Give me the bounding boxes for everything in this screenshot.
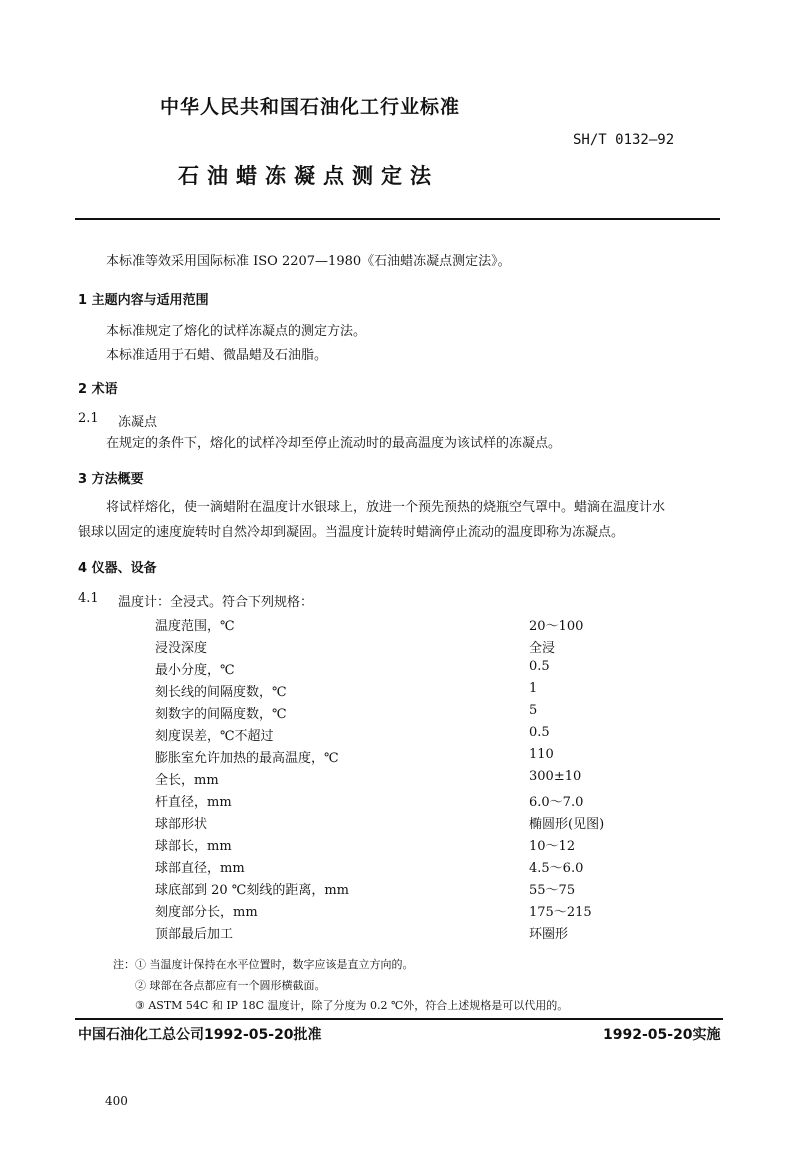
spec-value: 4.5～6.0 xyxy=(529,861,584,876)
note-3: ③ ASTM 54C 和 IP 18C 温度计，除了分度为 0.2 ℃外，符合上述规格是可以代用的。 xyxy=(135,999,569,1012)
spec-name: 球部直径，mm xyxy=(155,861,245,876)
section-2-heading: 2 术语 xyxy=(78,382,118,397)
spec-row xyxy=(155,703,655,725)
spec-name: 杆直径，mm xyxy=(155,795,232,810)
spec-value: 10～12 xyxy=(529,839,576,854)
clause-2-1-title: 冻凝点 xyxy=(118,415,158,430)
clause-4-1-number: 4.1 xyxy=(78,591,99,606)
spec-name: 刻度误差，℃不超过 xyxy=(155,729,274,744)
spec-value: 椭圆形(见图) xyxy=(529,817,605,832)
spec-name: 刻数字的间隔度数，℃ xyxy=(155,707,287,722)
spec-name: 温度范围，℃ xyxy=(155,619,235,634)
section-1-paragraph-1: 本标准规定了熔化的试样冻凝点的测定方法。 xyxy=(106,324,367,339)
spec-row xyxy=(155,879,655,901)
spec-value: 0.5 xyxy=(529,659,550,674)
spec-row xyxy=(155,923,655,945)
spec-name: 球底部到 20 ℃刻线的距离，mm xyxy=(155,883,350,898)
issuing-authority-title: 中华人民共和国石油化工行业标准 xyxy=(160,96,461,118)
header-divider xyxy=(75,218,720,220)
spec-value: 110 xyxy=(529,747,554,762)
spec-value: 300±10 xyxy=(529,769,582,784)
spec-value: 20～100 xyxy=(529,619,584,634)
spec-row xyxy=(155,791,655,813)
spec-name: 膨胀室允许加热的最高温度，℃ xyxy=(155,751,339,766)
spec-value: 55～75 xyxy=(529,883,576,898)
notes-label: 注： xyxy=(113,958,135,971)
spec-row xyxy=(155,835,655,857)
intro-paragraph: 本标准等效采用国际标准 ISO 2207—1980《石油蜡冻凝点测定法》。 xyxy=(106,254,511,269)
spec-value: 0.5 xyxy=(529,725,550,740)
spec-name: 刻度部分长，mm xyxy=(155,905,258,920)
spec-name: 全长，mm xyxy=(155,773,219,788)
note-1: ① 当温度计保持在水平位置时，数字应该是直立方向的。 xyxy=(135,958,414,971)
spec-name: 顶部最后加工 xyxy=(155,927,234,942)
section-3-line-1: 将试样熔化，使一滴蜡附在温度计水银球上，放进一个预先预热的烧瓶空气罩中。蜡滴在温度计水 xyxy=(106,500,666,515)
page-number: 400 xyxy=(105,1094,128,1108)
section-1-heading: 1 主题内容与适用范围 xyxy=(78,293,209,308)
section-3-line-2: 银球以固定的速度旋转时自然冷却到凝固。当温度计旋转时蜡滴停止流动的温度即称为冻凝点。 xyxy=(78,525,625,540)
spec-row xyxy=(155,813,655,835)
spec-name: 最小分度，℃ xyxy=(155,663,235,678)
section-4-heading: 4 仪器、设备 xyxy=(78,561,157,576)
spec-row xyxy=(155,725,655,747)
spec-row xyxy=(155,769,655,791)
spec-row xyxy=(155,901,655,923)
section-1-paragraph-2: 本标准适用于石蜡、微晶蜡及石油脂。 xyxy=(106,348,328,363)
spec-name: 刻长线的间隔度数，℃ xyxy=(155,685,287,700)
clause-2-1-definition: 在规定的条件下，熔化的试样冷却至停止流动时的最高温度为该试样的冻凝点。 xyxy=(106,436,562,451)
effective-date: 1992-05-20实施 xyxy=(603,1027,721,1043)
note-2: ② 球部在各点都应有一个圆形横截面。 xyxy=(135,979,326,992)
spec-name: 球部形状 xyxy=(155,817,208,832)
spec-row xyxy=(155,659,655,681)
document-title: 石油蜡冻凝点测定法 xyxy=(178,164,439,188)
approval-statement: 中国石油化工总公司1992-05-20批准 xyxy=(78,1027,322,1043)
standard-number: SH/T 0132—92 xyxy=(573,132,675,148)
spec-row xyxy=(155,615,655,637)
spec-value: 1 xyxy=(529,681,538,696)
clause-4-1-text: 温度计：全浸式。符合下列规格： xyxy=(118,595,314,610)
spec-row xyxy=(155,747,655,769)
footer-divider xyxy=(75,1018,723,1020)
spec-value: 全浸 xyxy=(529,641,556,656)
spec-row xyxy=(155,637,655,659)
spec-row xyxy=(155,857,655,879)
spec-row xyxy=(155,681,655,703)
spec-value: 6.0～7.0 xyxy=(529,795,584,810)
clause-2-1-number: 2.1 xyxy=(78,411,99,426)
spec-value: 5 xyxy=(529,703,538,718)
spec-name: 球部长，mm xyxy=(155,839,232,854)
spec-name: 浸没深度 xyxy=(155,641,208,656)
spec-value: 175～215 xyxy=(529,905,592,920)
section-3-heading: 3 方法概要 xyxy=(78,472,144,487)
spec-value: 环圈形 xyxy=(529,927,569,942)
